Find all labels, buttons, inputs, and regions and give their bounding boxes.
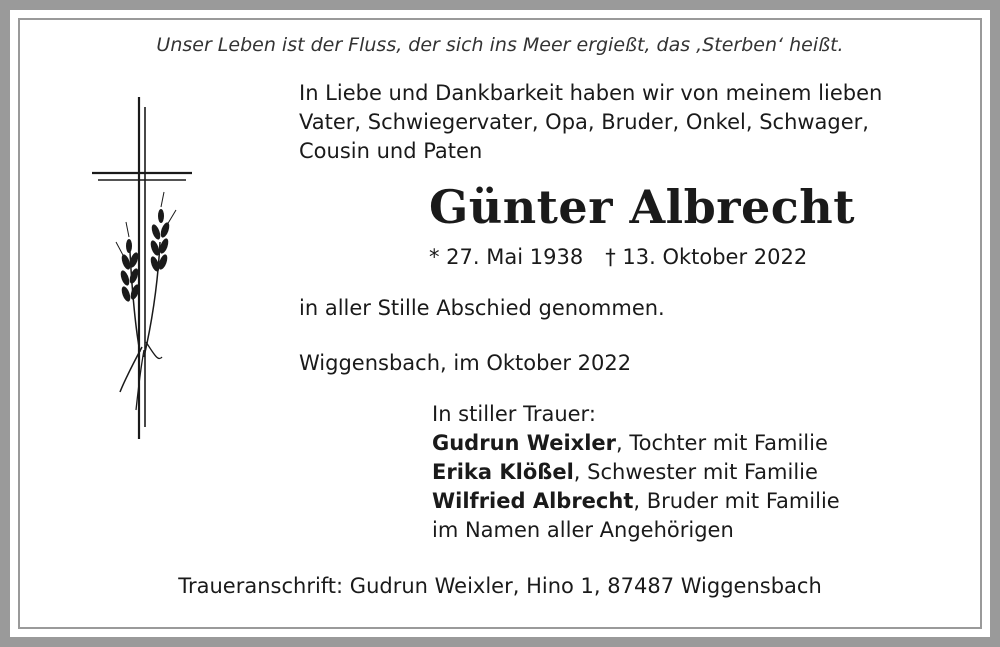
intro-line: In Liebe und Dankbarkeit haben wir von meinem lieben [299,81,883,105]
farewell-text: in aller Stille Abschied genommen. [299,296,665,320]
intro-text [299,79,949,166]
mourning-address: Traueranschrift: Gudrun Weixler, Hino 1, 87487 Wiggensbach [178,574,822,598]
closing-line: im Namen aller Angehörigen [432,518,734,542]
mourner-row [432,429,932,458]
place-date: Wiggensbach, im Oktober 2022 [299,351,632,375]
cross-with-wheat-icon [88,92,198,442]
death-date: † 13. Oktober 2022 [605,245,808,269]
deceased-name: Günter Albrecht [429,180,855,234]
birth-date: * 27. Mai 1938 [429,245,584,269]
mourner-relation: , Schwester mit Familie [573,460,818,484]
mourner-relation: , Tochter mit Familie [616,431,828,455]
mourners-block [432,400,932,545]
mourning-heading: In stiller Trauer: [432,402,596,426]
intro-line: Vater, Schwiegervater, Opa, Bruder, Onkel, Schwager, [299,110,869,134]
mourner-name: Erika Klößel [432,460,574,484]
mourner-relation: , Bruder mit Familie [633,489,840,513]
mourner-row [432,458,932,487]
mourner-name: Gudrun Weixler [432,431,616,455]
intro-line: Cousin und Paten [299,139,483,163]
mourner-name: Wilfried Albrecht [432,489,634,513]
motto: Unser Leben ist der Fluss, der sich ins Meer ergießt, das ‚Sterben‘ heißt. [156,34,844,56]
mourner-row [432,487,932,516]
life-dates [429,245,807,269]
